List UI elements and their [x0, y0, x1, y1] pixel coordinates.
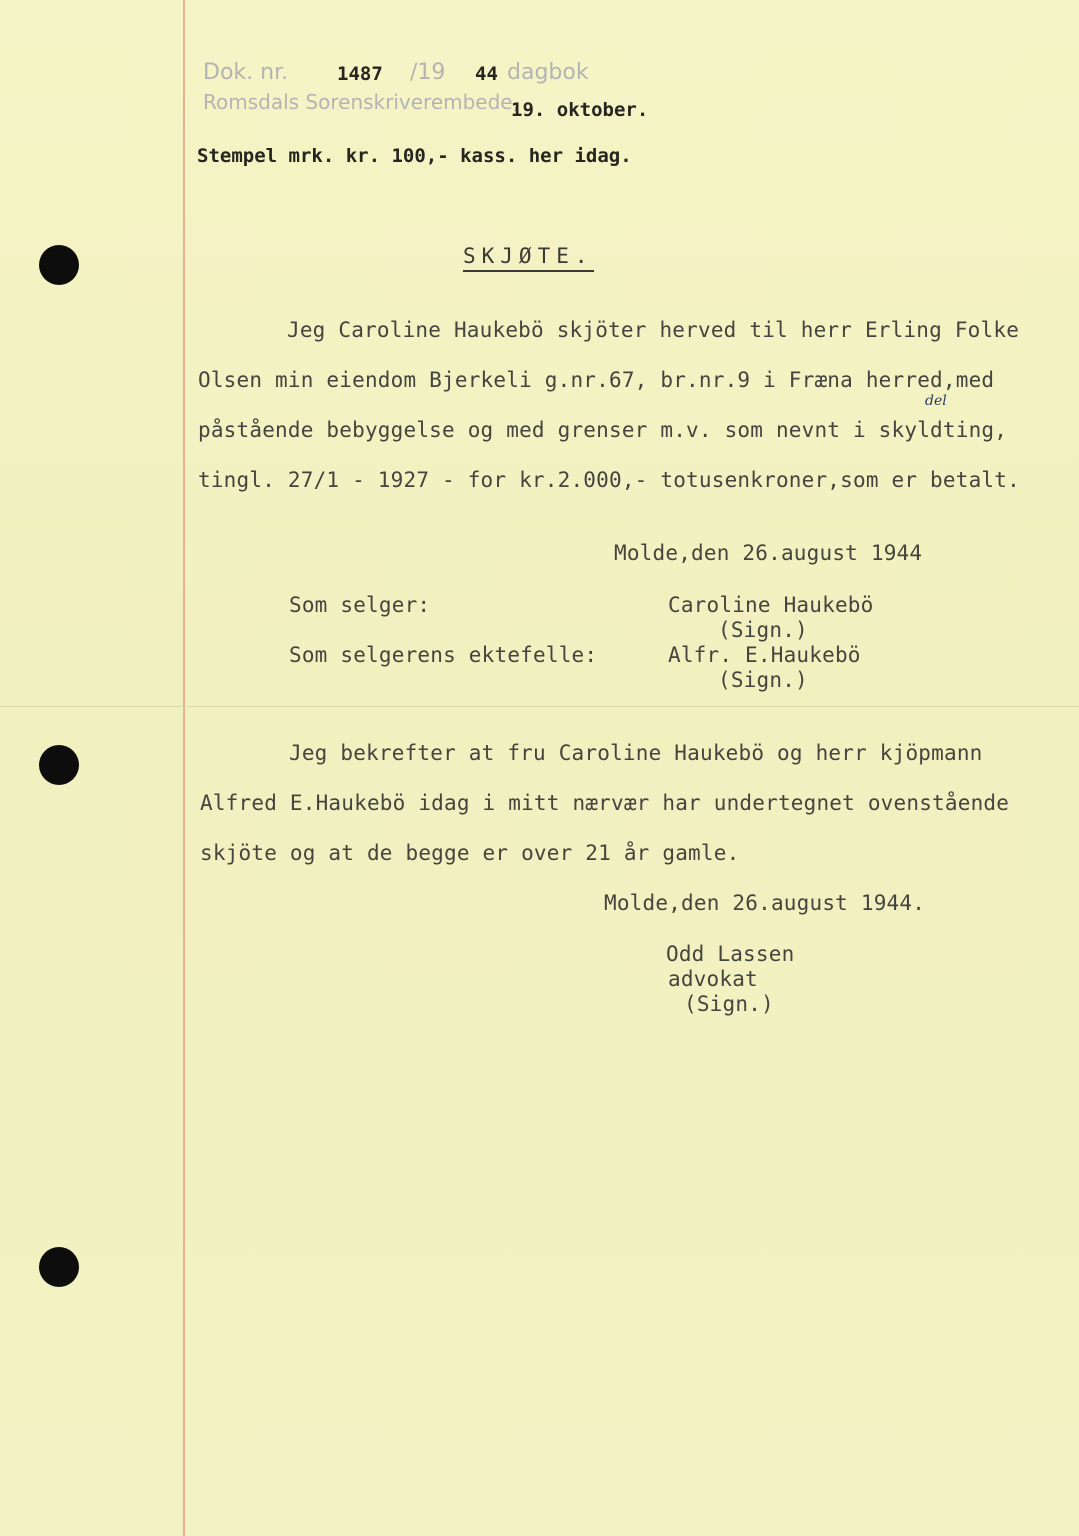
register-date: 19. oktober.	[511, 99, 649, 121]
year-prefix: /19	[410, 60, 446, 85]
signer-sign: (Sign.)	[684, 992, 774, 1016]
spouse-name: Alfr. E.Haukebö	[668, 643, 861, 667]
dagbok-label: dagbok	[507, 60, 589, 85]
punch-hole-icon	[39, 1247, 79, 1287]
punch-hole-icon	[39, 745, 79, 785]
signer-name: Odd Lassen	[666, 942, 795, 966]
body-line: påstående bebyggelse og med grenser m.v. som nevnt i skyldting,	[198, 418, 1008, 442]
handwritten-correction: del	[925, 393, 947, 409]
place-date: Molde,den 26.august 1944	[614, 541, 923, 565]
body-line: Olsen min eiendom Bjerkeli g.nr.67, br.nr.9 i Fræna herred,med	[198, 368, 995, 392]
punch-hole-icon	[39, 245, 79, 285]
doc-number: 1487	[337, 63, 383, 85]
document-title: SKJØTE.	[463, 244, 594, 272]
doc-nr-label: Dok. nr.	[203, 60, 289, 85]
office-label: Romsdals Sorenskriverembede,	[203, 90, 519, 114]
margin-rule	[183, 0, 185, 1536]
spouse-label: Som selgerens ektefelle:	[289, 643, 598, 667]
place-date: Molde,den 26.august 1944.	[604, 891, 926, 915]
year-suffix: 44	[475, 63, 498, 85]
seller-label: Som selger:	[289, 593, 431, 617]
attestation-line: Alfred E.Haukebö idag i mitt nærvær har undertegnet ovenstående	[200, 791, 1010, 815]
attestation-line: Jeg bekrefter at fru Caroline Haukebö og herr kjöpmann	[289, 741, 983, 765]
spouse-sign: (Sign.)	[718, 668, 808, 692]
body-line: Jeg Caroline Haukebö skjöter herved til herr Erling Folke	[287, 318, 1020, 342]
stamp-note: Stempel mrk. kr. 100,- kass. her idag.	[197, 145, 632, 167]
fold-line	[0, 706, 1079, 707]
seller-name: Caroline Haukebö	[668, 593, 874, 617]
seller-sign: (Sign.)	[718, 618, 808, 642]
body-line: tingl. 27/1 - 1927 - for kr.2.000,- totusenkroner,som er betalt.	[198, 468, 1020, 492]
signer-title: advokat	[668, 967, 758, 991]
attestation-line: skjöte og at de begge er over 21 år gamle.	[200, 841, 740, 865]
